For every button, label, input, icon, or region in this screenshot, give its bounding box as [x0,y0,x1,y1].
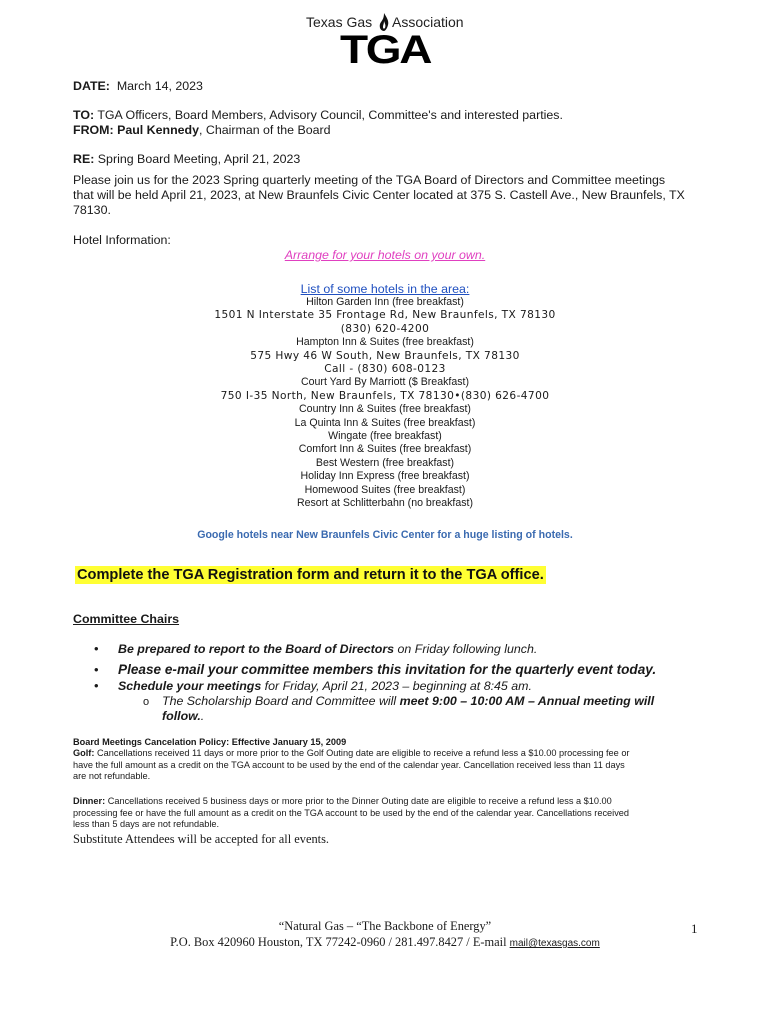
from-name: Paul Kennedy [117,123,199,137]
to-value: TGA Officers, Board Members, Advisory Council, Committee's and interested parties. [97,108,563,122]
hotel-line: Court Yard By Marriott ($ Breakfast) [301,376,469,389]
golf-label: Golf: [73,748,95,758]
hotel-list-heading: List of some hotels in the area: [300,282,470,296]
from-title: , Chairman of the Board [199,123,331,137]
committee-bullet-1 [118,642,537,657]
hotel-line: (830) 620-4200 [340,322,430,335]
committee-bullet-3 [118,679,532,694]
sub-bold-line-1: meet 9:00 – 10:00 AM – Annual meeting will [399,694,655,708]
tga-logo: TGA [340,28,431,72]
bullet-3-bold: Schedule your meetings [118,679,262,693]
bullet-3-rest: for Friday, April 21, 2023 – beginning at 8:45 am. [261,679,532,693]
hotel-list [0,296,770,511]
hotel-line: La Quinta Inn & Suites (free breakfast) [294,416,476,429]
committee-heading: Committee Chairs [73,612,180,626]
from-line [73,123,331,138]
arrange-note: Arrange for your hotels on your own. [284,248,486,262]
footer-slogan: “Natural Gas – “The Backbone of Energy” [278,919,492,933]
hotel-line: Hilton Garden Inn (free breakfast) [306,296,464,308]
date-line [73,79,203,94]
sub-bold-line-2: follow. [162,709,201,723]
committee-sub-bullet [162,694,654,709]
re-line [73,152,300,167]
hotel-line: Country Inn & Suites (free breakfast) [299,403,471,416]
hotel-line: Call - (830) 608-0123 [324,363,446,376]
dinner-text-1: Cancellations received 5 business days or more prior to the Dinner Outing date are eligible to receive a refund less a $10.00 [105,796,612,806]
bullet-icon: • [94,678,99,693]
hotel-line: Wingate (free breakfast) [328,430,442,443]
substitute-note: Substitute Attendees will be accepted for all events. [73,832,329,846]
intro-line-2: that will be held April 21, 2023, at New Braunfels Civic Center located at 375 S. Castell Ave., New Braunfels, TX [73,188,685,202]
golf-line-3: are not refundable. [73,771,151,782]
golf-line-1 [73,748,703,760]
hotel-line: 750 I-35 North, New Braunfels, TX 78130•(830) 626-4700 [220,389,550,402]
hotel-line: Resort at Schlitterbahn (no breakfast) [296,497,474,510]
sub-bullet-marker: o [143,696,150,708]
dinner-line-1 [73,796,703,808]
sub-plain: The Scholarship Board and Committee will [162,694,400,708]
to-line [73,108,563,123]
hotel-line: Homewood Suites (free breakfast) [304,483,466,496]
footer-address-text: P.O. Box 420960 Houston, TX 77242-0960 / 281.497.8427 / E-mail [170,935,510,949]
letterhead [300,12,470,70]
page-number: 1 [691,921,698,936]
assoc-name-right: Association [392,14,464,30]
to-label: TO: [73,108,95,122]
registration-note [75,566,546,584]
bullet-1-bold: Be prepared to report to the Board of Directors [118,642,395,656]
date-value: March 14, 2023 [116,79,203,93]
dinner-policy [73,796,703,831]
re-value: Spring Board Meeting, April 21, 2023 [97,152,301,166]
bullet-1-rest: on Friday following lunch. [394,642,538,656]
hotel-line: Hampton Inn & Suites (free breakfast) [296,336,474,349]
golf-line-2: have the full amount as a credit on the TGA account to be used by the end of the calendar year. Cancellation received less than 11 days [73,759,625,770]
dinner-label: Dinner: [73,796,106,806]
hotel-info-label: Hotel Information: [73,233,171,247]
dinner-line-3: less than 5 days are not refundable. [73,819,220,830]
hotel-line: 1501 N Interstate 35 Frontage Rd, New Braunfels, TX 78130 [214,309,556,322]
re-label: RE: [73,152,95,166]
policy-heading: Board Meetings Cancelation Policy: Effective January 15, 2009 [73,737,347,747]
intro-line-1: Please join us for the 2023 Spring quarterly meeting of the TGA Board of Directors and Committee meetings [73,173,666,187]
sub-end: . [200,709,205,723]
golf-policy [73,748,703,783]
golf-text-1: Cancellations received 11 days or more prior to the Golf Outing date are eligible to receive a refund less a $10.00 processing fee or [94,748,630,758]
hotel-line: Holiday Inn Express (free breakfast) [300,470,470,483]
committee-bullet-2: Please e-mail your committee members this invitation for the quarterly event today. [118,662,657,677]
hotel-line: 575 Hwy 46 W South, New Braunfels, TX 78130 [250,349,520,362]
assoc-name-left: Texas Gas [306,14,373,30]
registration-text: Complete the TGA Registration form and return it to the TGA office. [77,567,544,583]
hotel-line: Comfort Inn & Suites (free breakfast) [298,443,472,456]
footer-address [0,935,770,950]
hotel-line: Best Western (free breakfast) [315,456,455,469]
intro-line-3: 78130. [73,203,111,217]
bullet-icon: • [94,662,99,677]
footer-email-link[interactable]: mail@texasgas.com [509,938,600,949]
committee-sub-bullet-cont [162,709,204,724]
bullet-icon: • [94,641,99,656]
google-hotels-link[interactable]: Google hotels near New Braunfels Civic Center for a huge listing of hotels. [197,529,573,541]
from-label: FROM: [73,123,114,137]
dinner-line-2: processing fee or have the full amount as a credit on the TGA account to be used by the end of the calendar year. Cancellations received [73,807,630,818]
date-label: DATE: [73,79,110,93]
